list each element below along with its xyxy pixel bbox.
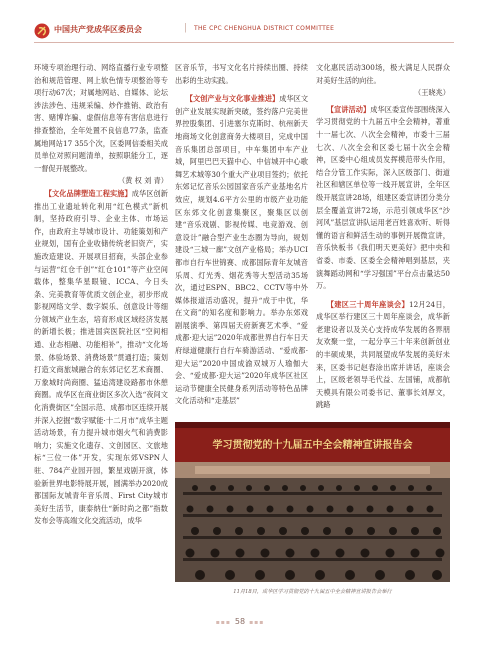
party-emblem-icon [34, 23, 50, 39]
footer-decoration: ▪▪▪ [249, 619, 265, 626]
paragraph-text: 成华区创新推出工业遗址转化利用“红色模式”新机制，坚持政府引导、企业主体、市场运作，由政府主导城市设计、功能策划和产业规划，国有企业收储传统老旧资产，实施改造建设、开展项目招商，头部企业参与运营“红仓千创”“红仓101”等产业空间载体，整集华星眼镜、ICCA、今日头条、完美教育等优质文创企业，初步形成影视网络文学、数字娱乐、创意设计等细分领域产业生态，培育形成区域经济发展的新增长极；推进国宾医院社区“空间相通、业态相融、功能相补”，推动“文化场景、体验场景、消费场景”贯通打造；策划打造文商旅城融合的东郊记忆艺术商圈、万象城时尚商圈、猛追湾建设路都市休憩商圈。成华区在商业街区多次入选“夜间文化消费街区”全国示范、成都市区连续开展并深入挖掘“数字赋能·十二月市”成华主题活动场景，有力提升城市烟火气和消费影响力；实施文化遗存、文创园区、文旅地标“三位一体”开发，实现东郊VSPN人驻、784产业园开园，繁星戏剧开演，体验新世界电影特展开展，圆满举办2020成都国际友城青年音乐周、First City城市美好生活节，康泰纳仕“新时尚之都”指数发布会等高端文化交流活动，成华 [34, 188, 168, 526]
paragraph [175, 93, 308, 408]
paragraph: 环境专项治理行动、网络直播行业专项整治和规范管理、网上软色情专项整治等专项行动67次；对属地网站、自媒体、论坛涉法涉色、违规采编、炒作推销、政治有害、赌博诈骗、虚假信息等有害信息进行排查整治，全年处置不良信息77条，监查属地网站17 355个次，区委网信委相关成员单位对照问题清单，按照职能分工，逐一督促开展整改。 [34, 63, 168, 173]
header-title-cn: 中国共产党成华区委员会 [54, 25, 142, 34]
page-number: 58 [234, 617, 246, 626]
author-credit: （黄 权 刘 青） [118, 176, 168, 186]
paragraph-text: 成华区文创产业发展实现新突破，签约落户完美世界控股集团、引进塞尔克斯时、杭州新天地商场文化创意商务大楼项目，完成中国音乐集团总部项目，中车集团中车产业城，阿里巴巴天猫中心、中信城开中心歌舞艺术城等30个重大产业项目签约；依托东郊记忆音乐公园国家音乐产业基地名片效应，规划4.6平方公里的市级产业功能区东郊文化创意集聚区，聚集区以创建“音乐戏剧、影视传媒、电竞游戏、创意设计”融合型产业生态圈为导向，规划建设“三城一廊”文创产业格局；举办UCI都市自行车世锦赛、成都国际青年友城音乐周、灯光秀、烟花秀等大型活动35场次，通过ESPN、BBC2、CCTV等中外媒体报道活动盛况，提升“成于中优，华在文商”的知名度和影响力。举办东郊戏剧展演季、第四届天府新赛艺术季、“爱成都·迎大运”2020年成都世界自行车日天府绿道健康行自行车骑游活动、“爱成都·迎大运”2020中国成渝双城万人瑜伽大会、“爱成都·迎大运”2020年成华区社区运动节健康全民健身系列活动等特色品牌文化活动和“走基层” [175, 94, 309, 406]
paragraph [316, 299, 450, 412]
paragraph: 文化惠民活动300场，极大满足人民群众对美好生活的向往。 [316, 63, 450, 85]
header-rule [34, 42, 454, 43]
text-column-2 [175, 62, 308, 408]
paragraph-text: 成华区委宣传部围绕深入学习贯彻党的十九届五中全会精神，著重十一届七次、八次全会精神，市委十三届七次、八次全会和区委七届十次全会精神，区委中心组成员发挥模范带头作用，结合分管工作实际，深入区级部门、街道社区和辖区单位等一线开展宣讲，全年区级开展宣讲28场，组建区委宣讲团分类分层全覆盖宣讲72场，示范引领成华区“沙河风”基层宣讲队运用老百姓喜欢听、听得懂的语言和鲜活生动的事例开展微宣讲，音乐快板书《我们明天更美好》把中央和省委、市委、区委全会精神唱到基层，夹演舞蹈动网和“学习强国”平台点击量达50万。 [316, 104, 450, 291]
paragraph: 区音乐节，书写文化名片持续出圈、持续出彩的生动实践。 [175, 63, 308, 85]
banner-text: 学习贯彻党的十九届五中全会精神宣讲报告会 [212, 440, 413, 451]
footer-decoration: ▪▪▪ [215, 619, 231, 626]
photo-caption: 11月18日，成华区学习贯彻党的十九届五中全会精神宣讲报告会举行 [233, 589, 392, 595]
header-title-en: THE CPC CHENGHUA DISTRICT COMMITTEE [194, 25, 335, 32]
paragraph [316, 104, 450, 293]
section-title: 【文化品牌塑造工程实施】 [44, 188, 132, 198]
paragraph [34, 188, 168, 528]
section-title: 【文创产业与文化事业推进】 [185, 94, 280, 104]
page-header [34, 20, 454, 42]
section-title: 【建区三十周年座谈会】 [326, 299, 409, 309]
page-number-footer [0, 617, 480, 626]
text-column-3 [316, 62, 450, 412]
paragraph-text: 12月24日，成华区举行建区三十周年座谈会，成华新老建设者以及关心支持成华发展的各界朋友欢聚一堂，一起分享三十年来创新创业的丰硕成果，共同展望成华发展的美好未来，区委书记赵春涂出席并讲话，座谈会上，区级老领导毛代益、左国铺，成都航天模具有限公司委书记、董事长刘厚文，跳路 [316, 299, 450, 410]
meeting-hall-image [175, 422, 450, 582]
meeting-photo [175, 422, 450, 582]
text-column-1 [34, 62, 168, 528]
section-title: 【宣讲活动】 [326, 104, 371, 114]
header-separator: | [184, 23, 188, 33]
author-credit: （王晓兆） [414, 88, 450, 98]
